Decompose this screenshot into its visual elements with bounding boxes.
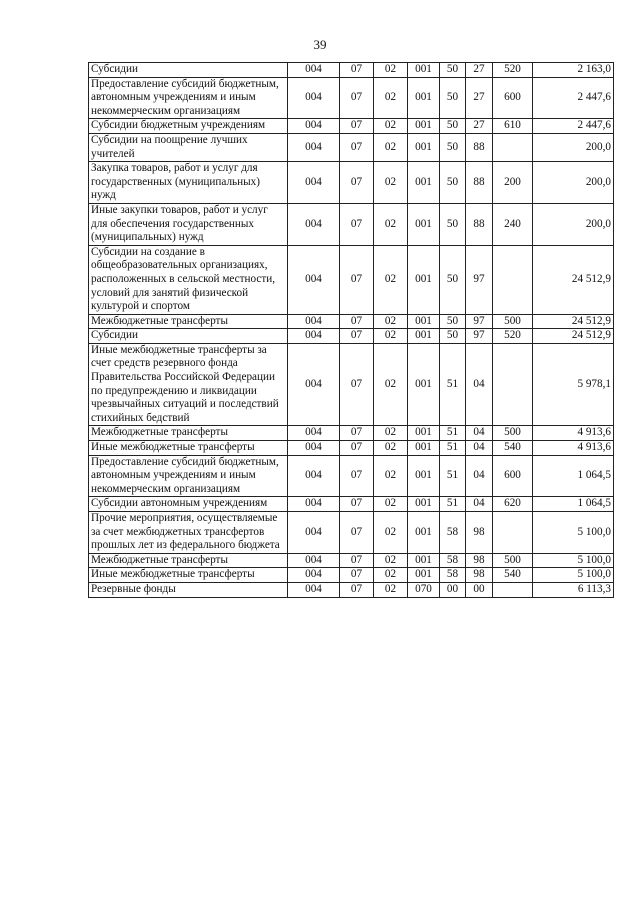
target-article-code-3-cell: 98 [466, 568, 493, 583]
target-article-code-2-cell: 58 [440, 568, 466, 583]
target-article-code-1-cell: 001 [408, 568, 440, 583]
expense-type-code-cell [493, 343, 533, 426]
section-code-cell: 07 [340, 203, 374, 245]
amount-cell: 200,0 [533, 203, 614, 245]
target-article-code-1-cell: 001 [408, 512, 440, 554]
amount-cell: 2 447,6 [533, 77, 614, 119]
section-code-cell: 07 [340, 553, 374, 568]
item-name-cell: Межбюджетные трансферты [89, 553, 288, 568]
page-number: 39 [313, 37, 327, 52]
expense-type-code-cell: 200 [493, 162, 533, 204]
section-code-cell: 07 [340, 119, 374, 134]
amount-cell: 5 978,1 [533, 343, 614, 426]
amount-cell: 1 064,5 [533, 497, 614, 512]
target-article-code-3-cell: 98 [466, 553, 493, 568]
expense-type-code-cell: 540 [493, 568, 533, 583]
target-article-code-1-cell: 001 [408, 63, 440, 78]
table-row [89, 133, 614, 161]
ministry-code-cell: 004 [288, 119, 340, 134]
target-article-code-3-cell: 04 [466, 455, 493, 497]
table-row [89, 162, 614, 204]
expense-type-code-cell [493, 245, 533, 314]
expense-type-code-cell: 240 [493, 203, 533, 245]
expense-type-code-cell: 500 [493, 426, 533, 441]
expense-type-code-cell [493, 133, 533, 161]
amount-cell: 6 113,3 [533, 582, 614, 597]
section-code-cell: 07 [340, 343, 374, 426]
target-article-code-3-cell: 04 [466, 343, 493, 426]
expense-type-code-cell: 500 [493, 553, 533, 568]
target-article-code-3-cell: 27 [466, 77, 493, 119]
table-row [89, 63, 614, 78]
subsection-code-cell: 02 [374, 162, 408, 204]
subsection-code-cell: 02 [374, 497, 408, 512]
target-article-code-1-cell: 001 [408, 426, 440, 441]
ministry-code-cell: 004 [288, 63, 340, 78]
amount-cell: 5 100,0 [533, 568, 614, 583]
amount-cell: 24 512,9 [533, 314, 614, 329]
item-name-cell: Субсидии [89, 63, 288, 78]
ministry-code-cell: 004 [288, 329, 340, 344]
item-name-cell: Иные межбюджетные трансферты [89, 568, 288, 583]
expense-type-code-cell: 520 [493, 329, 533, 344]
expense-type-code-cell [493, 512, 533, 554]
item-name-cell: Межбюджетные трансферты [89, 426, 288, 441]
section-code-cell: 07 [340, 245, 374, 314]
subsection-code-cell: 02 [374, 203, 408, 245]
ministry-code-cell: 004 [288, 426, 340, 441]
target-article-code-1-cell: 001 [408, 314, 440, 329]
table-row [89, 329, 614, 344]
subsection-code-cell: 02 [374, 77, 408, 119]
target-article-code-1-cell: 001 [408, 203, 440, 245]
ministry-code-cell: 004 [288, 497, 340, 512]
target-article-code-3-cell: 97 [466, 245, 493, 314]
section-code-cell: 07 [340, 63, 374, 78]
subsection-code-cell: 02 [374, 63, 408, 78]
target-article-code-2-cell: 50 [440, 314, 466, 329]
target-article-code-3-cell: 04 [466, 426, 493, 441]
ministry-code-cell: 004 [288, 245, 340, 314]
target-article-code-3-cell: 04 [466, 441, 493, 456]
ministry-code-cell: 004 [288, 455, 340, 497]
amount-cell: 24 512,9 [533, 245, 614, 314]
subsection-code-cell: 02 [374, 441, 408, 456]
expense-type-code-cell: 500 [493, 314, 533, 329]
amount-cell: 200,0 [533, 162, 614, 204]
expense-type-code-cell: 600 [493, 77, 533, 119]
ministry-code-cell: 004 [288, 441, 340, 456]
target-article-code-2-cell: 50 [440, 329, 466, 344]
target-article-code-1-cell: 001 [408, 553, 440, 568]
ministry-code-cell: 004 [288, 568, 340, 583]
amount-cell: 4 913,6 [533, 441, 614, 456]
target-article-code-3-cell: 98 [466, 512, 493, 554]
amount-cell: 24 512,9 [533, 329, 614, 344]
target-article-code-3-cell: 04 [466, 497, 493, 512]
amount-cell: 5 100,0 [533, 553, 614, 568]
target-article-code-3-cell: 97 [466, 329, 493, 344]
amount-cell: 5 100,0 [533, 512, 614, 554]
ministry-code-cell: 004 [288, 133, 340, 161]
target-article-code-2-cell: 50 [440, 63, 466, 78]
table-row [89, 582, 614, 597]
section-code-cell: 07 [340, 426, 374, 441]
subsection-code-cell: 02 [374, 329, 408, 344]
target-article-code-2-cell: 50 [440, 203, 466, 245]
target-article-code-3-cell: 88 [466, 162, 493, 204]
target-article-code-3-cell: 88 [466, 133, 493, 161]
section-code-cell: 07 [340, 582, 374, 597]
section-code-cell: 07 [340, 497, 374, 512]
table-row [89, 426, 614, 441]
target-article-code-1-cell: 070 [408, 582, 440, 597]
table-row [89, 441, 614, 456]
section-code-cell: 07 [340, 455, 374, 497]
subsection-code-cell: 02 [374, 582, 408, 597]
target-article-code-2-cell: 51 [440, 455, 466, 497]
subsection-code-cell: 02 [374, 245, 408, 314]
item-name-cell: Предоставление субсидий бюджетным, автономным учреждениям и иным некоммерческим организациям [89, 77, 288, 119]
table-row [89, 568, 614, 583]
target-article-code-3-cell: 88 [466, 203, 493, 245]
ministry-code-cell: 004 [288, 553, 340, 568]
subsection-code-cell: 02 [374, 343, 408, 426]
item-name-cell: Иные закупки товаров, работ и услуг для обеспечения государственных (муниципальных) нужд [89, 203, 288, 245]
section-code-cell: 07 [340, 133, 374, 161]
item-name-cell: Субсидии на создание в общеобразовательных организациях, расположенных в сельской местности, условий для занятий физической культурой и спортом [89, 245, 288, 314]
table-row [89, 314, 614, 329]
expense-type-code-cell: 610 [493, 119, 533, 134]
target-article-code-2-cell: 51 [440, 426, 466, 441]
table-row [89, 553, 614, 568]
expense-type-code-cell: 520 [493, 63, 533, 78]
target-article-code-1-cell: 001 [408, 77, 440, 119]
ministry-code-cell: 004 [288, 582, 340, 597]
table-row [89, 343, 614, 426]
amount-cell: 2 447,6 [533, 119, 614, 134]
amount-cell: 200,0 [533, 133, 614, 161]
ministry-code-cell: 004 [288, 77, 340, 119]
expense-type-code-cell: 600 [493, 455, 533, 497]
ministry-code-cell: 004 [288, 162, 340, 204]
ministry-code-cell: 004 [288, 203, 340, 245]
subsection-code-cell: 02 [374, 512, 408, 554]
section-code-cell: 07 [340, 512, 374, 554]
table-row [89, 119, 614, 134]
item-name-cell: Субсидии [89, 329, 288, 344]
subsection-code-cell: 02 [374, 133, 408, 161]
target-article-code-3-cell: 27 [466, 63, 493, 78]
subsection-code-cell: 02 [374, 119, 408, 134]
table-body [89, 63, 614, 598]
target-article-code-2-cell: 58 [440, 512, 466, 554]
ministry-code-cell: 004 [288, 343, 340, 426]
section-code-cell: 07 [340, 314, 374, 329]
target-article-code-2-cell: 51 [440, 497, 466, 512]
item-name-cell: Иные межбюджетные трансферты [89, 441, 288, 456]
section-code-cell: 07 [340, 162, 374, 204]
target-article-code-3-cell: 97 [466, 314, 493, 329]
target-article-code-1-cell: 001 [408, 329, 440, 344]
table-row [89, 77, 614, 119]
target-article-code-2-cell: 50 [440, 119, 466, 134]
expense-type-code-cell: 540 [493, 441, 533, 456]
table-row [89, 497, 614, 512]
item-name-cell: Прочие мероприятия, осуществляемые за счет межбюджетных трансфертов прошлых лет из федерального бюджета [89, 512, 288, 554]
expense-type-code-cell: 620 [493, 497, 533, 512]
table-row [89, 455, 614, 497]
item-name-cell: Межбюджетные трансферты [89, 314, 288, 329]
expense-type-code-cell [493, 582, 533, 597]
target-article-code-1-cell: 001 [408, 162, 440, 204]
table-row [89, 512, 614, 554]
item-name-cell: Субсидии на поощрение лучших учителей [89, 133, 288, 161]
section-code-cell: 07 [340, 329, 374, 344]
target-article-code-2-cell: 51 [440, 343, 466, 426]
target-article-code-2-cell: 50 [440, 77, 466, 119]
item-name-cell: Закупка товаров, работ и услуг для государственных (муниципальных) нужд [89, 162, 288, 204]
table-row [89, 245, 614, 314]
budget-table [88, 62, 614, 598]
target-article-code-1-cell: 001 [408, 119, 440, 134]
target-article-code-1-cell: 001 [408, 455, 440, 497]
item-name-cell: Иные межбюджетные трансферты за счет средств резервного фонда Правительства Российской Федерации по предупреждению и ликвидации чрезвычайных ситуаций и последствий стихийных бедствий [89, 343, 288, 426]
target-article-code-2-cell: 51 [440, 441, 466, 456]
subsection-code-cell: 02 [374, 568, 408, 583]
section-code-cell: 07 [340, 441, 374, 456]
amount-cell: 1 064,5 [533, 455, 614, 497]
section-code-cell: 07 [340, 568, 374, 583]
target-article-code-2-cell: 00 [440, 582, 466, 597]
target-article-code-2-cell: 50 [440, 133, 466, 161]
target-article-code-2-cell: 50 [440, 245, 466, 314]
subsection-code-cell: 02 [374, 553, 408, 568]
item-name-cell: Предоставление субсидий бюджетным, автономным учреждениям и иным некоммерческим организациям [89, 455, 288, 497]
subsection-code-cell: 02 [374, 314, 408, 329]
amount-cell: 2 163,0 [533, 63, 614, 78]
item-name-cell: Субсидии бюджетным учреждениям [89, 119, 288, 134]
item-name-cell: Субсидии автономным учреждениям [89, 497, 288, 512]
target-article-code-1-cell: 001 [408, 133, 440, 161]
subsection-code-cell: 02 [374, 455, 408, 497]
subsection-code-cell: 02 [374, 426, 408, 441]
target-article-code-1-cell: 001 [408, 497, 440, 512]
target-article-code-1-cell: 001 [408, 245, 440, 314]
ministry-code-cell: 004 [288, 314, 340, 329]
target-article-code-1-cell: 001 [408, 441, 440, 456]
amount-cell: 4 913,6 [533, 426, 614, 441]
target-article-code-1-cell: 001 [408, 343, 440, 426]
ministry-code-cell: 004 [288, 512, 340, 554]
target-article-code-3-cell: 00 [466, 582, 493, 597]
target-article-code-3-cell: 27 [466, 119, 493, 134]
target-article-code-2-cell: 50 [440, 162, 466, 204]
table-row [89, 203, 614, 245]
item-name-cell: Резервные фонды [89, 582, 288, 597]
target-article-code-2-cell: 58 [440, 553, 466, 568]
section-code-cell: 07 [340, 77, 374, 119]
